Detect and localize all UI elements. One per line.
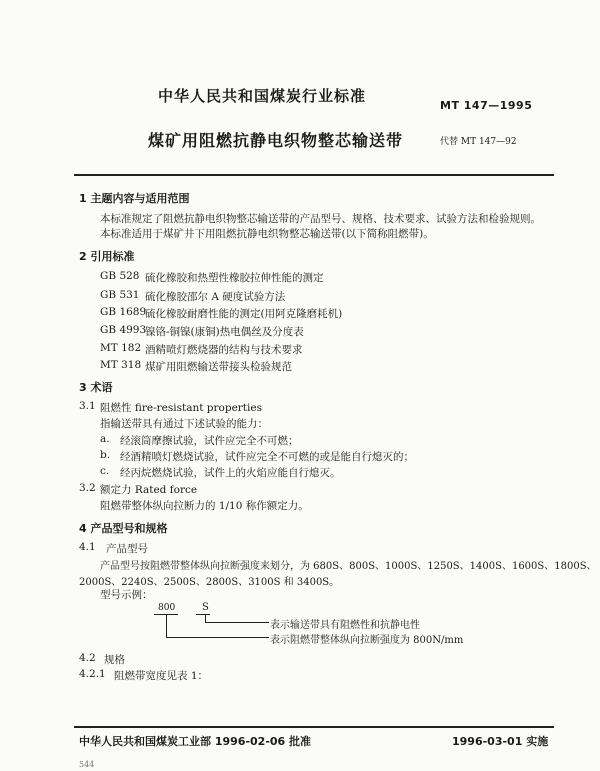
reference-code: MT 182 [100, 342, 142, 354]
reference-title: 硫化橡胶邵尔 A 硬度试验方法 [145, 291, 286, 303]
clause-4-1-paragraph-1: 产品型号按阻燃带整体纵向拉断强度来划分，为 680S、800S、1000S、1250S、1400S、1600S、1800S、 [100, 561, 597, 572]
list-item-mark: c. [100, 465, 110, 477]
reference-title: 镍铬-铜镍(康铜)热电偶丝及分度表 [145, 326, 304, 338]
section-1-paragraph-1: 本标准规定了阻燃抗静电织物整芯输送带的产品型号、规格、技术要求、试验方法和检验规则。 [100, 213, 541, 225]
section-1-heading: 1 主题内容与适用范围 [79, 192, 190, 205]
model-example-note-number: 表示阻燃带整体纵向拉断强度为 800N/mm [270, 635, 464, 646]
clause-4-1-title: 产品型号 [106, 543, 148, 555]
clause-4-2-1-number: 4.2.1 [79, 668, 106, 680]
clause-3-1-definition: 指输送带具有通过下述试验的能力： [100, 418, 268, 430]
clause-3-1-number: 3.1 [79, 400, 96, 412]
clause-4-2-1-text: 阻燃带宽度见表 1： [114, 670, 209, 682]
replaces-note: 代替 MT 147—92 [440, 137, 517, 147]
model-example-label: 型号示例： [100, 589, 153, 601]
model-example-number: 800 [158, 603, 176, 613]
list-item: 经滚筒摩擦试验，试件应完全不可燃； [120, 435, 299, 447]
model-example-letter: S [202, 602, 209, 613]
section-3-heading: 3 术语 [79, 381, 113, 394]
section-1-paragraph-2: 本标准适用于煤矿井下用阻燃抗静电织物整芯输送带(以下简称阻燃带)。 [100, 228, 434, 240]
reference-code: GB 4993 [100, 324, 147, 336]
reference-title: 硫化橡胶和热塑性橡胶拉伸性能的测定 [145, 272, 324, 284]
reference-title: 煤矿用阻燃输送带接头检验规范 [145, 361, 292, 373]
standard-code: MT 147—1995 [440, 99, 533, 112]
clause-4-1-paragraph-2: 2000S、2240S、2500S、2800S、3100S 和 3400S。 [79, 577, 340, 588]
clause-4-2-number: 4.2 [79, 652, 96, 664]
clause-3-1-term: 阻燃性 fire-resistant properties [100, 402, 262, 414]
reference-title: 酒精喷灯燃烧器的结构与技术要求 [145, 344, 303, 356]
document-title: 煤矿用阻燃抗静电织物整芯输送带 [148, 131, 404, 150]
list-item-mark: b. [100, 449, 111, 461]
reference-code: GB 528 [100, 270, 140, 282]
approval-line: 中华人民共和国煤炭工业部 1996-02-06 批准 [79, 735, 312, 748]
clause-3-2-term: 额定力 Rated force [100, 484, 198, 496]
example-underline-letter [196, 614, 210, 615]
example-leader-number [166, 614, 167, 638]
example-leader-letter-h [205, 622, 269, 623]
section-4-heading: 4 产品型号和规格 [79, 522, 168, 535]
reference-code: GB 531 [100, 289, 140, 301]
example-leader-number-h [166, 637, 269, 638]
clause-3-2-definition: 阻燃带整体纵向拉断力的 1/10 称作额定力。 [100, 500, 309, 512]
list-item-mark: a. [100, 433, 110, 445]
clause-3-2-number: 3.2 [79, 482, 96, 494]
header-rule [74, 174, 554, 176]
footer-rule [74, 726, 554, 728]
model-example-note-letter: 表示输送带具有阻燃性和抗静电性 [270, 620, 420, 631]
reference-code: MT 318 [100, 359, 142, 371]
reference-title: 硫化橡胶耐磨性能的测定(用阿克隆磨耗机) [145, 308, 343, 320]
list-item: 经酒精喷灯燃烧试验，试件应完全不可燃的或是能自行熄灭的； [120, 451, 414, 463]
effective-date: 1996-03-01 实施 [452, 735, 549, 748]
clause-4-1-number: 4.1 [79, 541, 96, 553]
list-item: 经丙烷燃烧试验，试件上的火焰应能自行熄灭。 [120, 467, 341, 479]
clause-4-2-title: 规格 [104, 654, 125, 666]
org-standard-title: 中华人民共和国煤炭行业标准 [158, 87, 367, 105]
page-number: 544 [79, 760, 95, 769]
reference-code: GB 1689 [100, 306, 147, 318]
section-2-heading: 2 引用标准 [79, 250, 135, 263]
